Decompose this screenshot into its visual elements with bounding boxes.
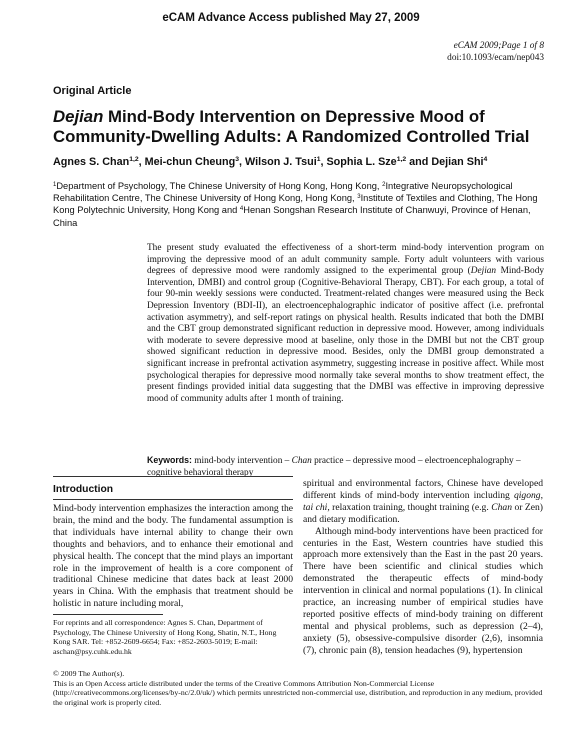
advance-access-banner: eCAM Advance Access published May 27, 2009 xyxy=(162,12,420,24)
keywords-italic: Chan xyxy=(291,456,312,466)
affiliation-text: Integrative Neuropsychological Rehabilitation Centre, The Chinese University of Hong Kong, Hong Kong, xyxy=(53,181,513,204)
author-separator: and xyxy=(406,156,432,168)
affiliation-text: Department of Psychology, The Chinese University of Hong Kong, Hong Kong, xyxy=(56,181,383,191)
body-paragraph xyxy=(303,478,543,526)
abstract-text: Mind-Body Intervention, DMBI) and control group (Cognitive-Behavioral Therapy, CBT). For each group, a total of four 90-min weekly sessions were conducted. Treatment-related changes were measured using the Beck Depression Inventory (BDI-II), an electroencephalographic indicator of positive affect (i.e. prefrontal activation asymmetry), and self-report ratings on physical health. Results indicated that both the DMBI and the CBT group demonstrated significant reduction in depressive mood. However, among individuals with moderate to severe depressive mood at baseline, only those in the DMBI but not the CBT group showed significant reduction in depressive mood. Besides, only the DMBI group demonstrated a significant increase in prefrontal activation asymmetry, suggesting increase in positive affect. While most psychological therapies for depressive mood normally take several months to show treatment effect, the present findings provided initial data suggesting that the DMBI was effective in improving depressive mood of community adults after 1 month of training. xyxy=(147,266,544,404)
abstract xyxy=(147,243,544,405)
author-affiliation-mark: 1,2 xyxy=(129,156,139,163)
body-text: spiritual and environmental factors, Chinese have developed different kinds of mind-body intervention including xyxy=(303,478,543,501)
body-text: or Zen) and dietary modification. xyxy=(303,501,543,525)
author-affiliation-mark: 4 xyxy=(483,156,488,163)
correspondence-footnote: For reprints and all correspondence: Agnes S. Chan, Department of Psychology, The Chinese University of Hong Kong, Shatin, N.T., Hong Kong SAR. Tel: +852-2609-6654; Fax: +852-2603-5019; E-mail: aschan@psy.cuhk.edu.hk xyxy=(53,618,277,656)
keywords-text: practice – depressive mood – electroencephalography – cognitive behavioral therapy xyxy=(147,456,521,478)
article-type: Original Article xyxy=(53,85,132,97)
author-separator: , xyxy=(239,156,246,168)
section-rule xyxy=(53,476,293,477)
copyright-line: © 2009 The Author(s). xyxy=(53,669,125,678)
journal-page: eCAM 2009;Page 1 of 8 xyxy=(453,41,544,51)
section-rule xyxy=(53,499,293,500)
affiliation-mark: 1 xyxy=(53,182,57,188)
copyright-notice xyxy=(53,669,543,707)
abstract-italic: Dejian xyxy=(470,266,497,277)
body-text: , xyxy=(540,489,543,501)
license-text: This is an Open Access article distributed under the terms of the Creative Commons Attribution Non-Commercial License (http://creativecommons.org/licenses/by-nc/2.0/uk/) which permits unrestricted non-commercial use, distribution, and reproduction in any medium, provided the original work is properly cited. xyxy=(53,678,543,707)
body-italic: tai chi xyxy=(303,501,328,513)
affiliation-mark: 3 xyxy=(357,194,361,201)
affiliation-text: Henan Songshan Research Institute of Chanwuyi, Province of Henan, China xyxy=(53,205,531,228)
body-text: , relaxation training, thought training (e.g. xyxy=(327,501,492,513)
body-column-left xyxy=(53,503,293,610)
abstract-text: The present study evaluated the effectiveness of a short-term mind-body intervention program on improving the depressive mood of an adult community sample. Forty adult volunteers with various degrees of depressive mood were randomly assigned to the experimental group ( xyxy=(147,243,544,277)
author-name: Wilson J. Tsui xyxy=(245,156,317,168)
keywords-text: mind-body intervention – xyxy=(191,456,292,466)
author-name: Dejian Shi xyxy=(431,156,484,168)
body-italic: qigong xyxy=(513,489,541,501)
keywords-label: Keywords: xyxy=(147,455,192,465)
author-affiliation-mark: 1,2 xyxy=(396,156,407,163)
title-italic-part: Dejian xyxy=(53,107,104,126)
title-rest: Mind-Body Intervention on Depressive Mood of Community-Dwelling Adults: A Randomized Controlled Trial xyxy=(53,107,530,146)
author-name: Mei-chun Cheung xyxy=(144,156,236,168)
footnote-rule xyxy=(53,614,163,615)
body-paragraph: Although mind-body interventions have been practiced for centuries in the East, Western countries have studied this approach more extensively than the East in the past 20 years. There have been scientific and clinical studies which demonstrated the therapeutic effects of mind-body intervention in clinical and normal populations (1). In clinical practice, an increasing number of empirical studies have reported positive effects of mind-body training on different mental and physical problems, such as depression (2–4), anxiety (5), obsessive-compulsive disorder (2,6), insomnia (7), chronic pain (8), tension headaches (9), hypertension xyxy=(303,525,543,656)
journal-citation xyxy=(447,40,544,64)
author-affiliation-mark: 3 xyxy=(235,156,240,163)
body-paragraph: Mind-body intervention emphasizes the interaction among the brain, the mind and the body. The fundamental assumption is that individuals have internal ability to change their own thoughts and behaviors, and to enhance their emotional and physical health. The concept that the mind plays an important role in the improvement of health is a core component of traditional Chinese medicine that dates back at least 2000 years in China. With the emphasis that treatment should be holistic in nature including moral, xyxy=(53,503,293,610)
affiliation-mark: 2 xyxy=(382,182,386,188)
body-italic: Chan xyxy=(491,501,512,513)
author-affiliation-mark: 1 xyxy=(316,156,321,163)
affiliations xyxy=(53,180,548,229)
body-column-right xyxy=(303,478,543,657)
author-name: Sophia L. Sze xyxy=(326,156,397,168)
affiliation-text: Institute of Textiles and Clothing, The Hong Kong Polytechnic University, Hong Kong and xyxy=(53,193,538,216)
author-name: Agnes S. Chan xyxy=(53,156,130,168)
affiliation-mark: 4 xyxy=(239,206,244,213)
introduction-heading: Introduction xyxy=(53,484,114,495)
article-title xyxy=(53,107,543,147)
author-separator: , xyxy=(320,156,327,168)
doi: doi:10.1093/ecam/nep043 xyxy=(447,53,544,63)
author-separator: , xyxy=(138,156,145,168)
author-list xyxy=(53,156,553,168)
